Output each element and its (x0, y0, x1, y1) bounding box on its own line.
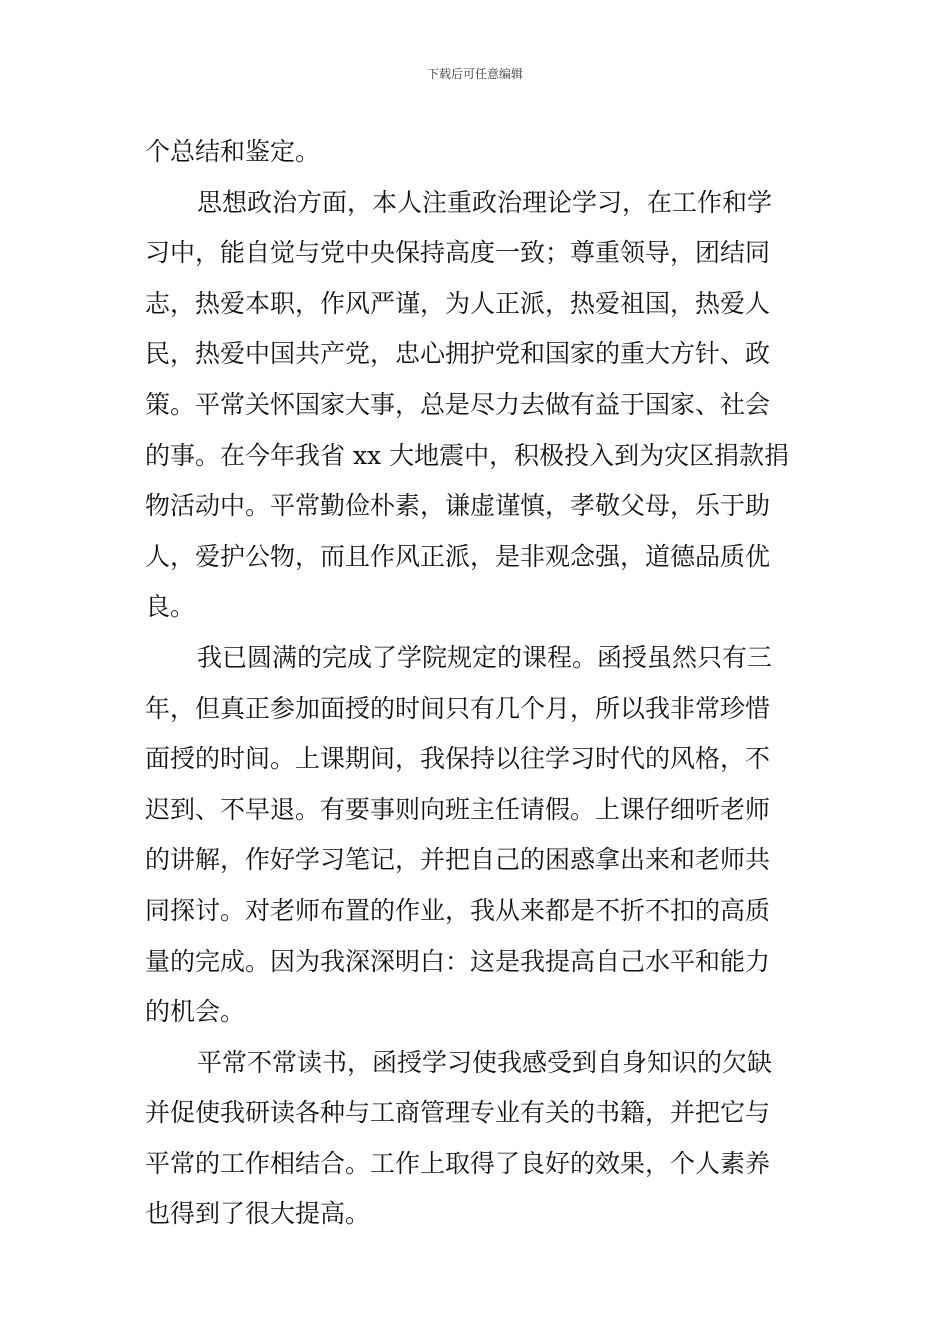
document-body (145, 129, 810, 1242)
paragraph-first-line: 思想政治方面，本人注重政治理论学习，在工作和学 (197, 187, 773, 217)
text-line: 个总结和鉴定。 (145, 137, 321, 166)
text-line: 量的完成。因为我深深明白：这是我提高自己水平和能力 (145, 946, 771, 976)
text-line: 良。 (145, 592, 196, 622)
text-line: 的讲解，作好学习笔记，并把自己的困惑拿出来和老师共 (145, 845, 771, 875)
text-line: 志，热爱本职，作风严谨，为人正派，热爱祖国，热爱人 (145, 288, 771, 318)
text-line: 的机会。 (145, 997, 246, 1027)
text-line: 年，但真正参加面授的时间只有几个月，所以我非常珍惜 (145, 693, 771, 723)
text-line: 物活动中。平常勤俭朴素，谦虚谨慎，孝敬父母，乐于助 (145, 491, 771, 521)
text-line: 面授的时间。上课期间，我保持以往学习时代的风格，不 (145, 744, 771, 774)
paragraph-first-line: 平常不常读书，函授学习使我感受到自身知识的欠缺 (197, 1047, 773, 1077)
text-line: 也得到了很大提高。 (145, 1199, 371, 1229)
text-line: 平常的工作相结合。工作上取得了良好的效果，个人素养 (145, 1148, 771, 1178)
text-line: 习中，能自觉与党中央保持高度一致；尊重领导，团结同 (145, 238, 771, 268)
text-line: 人，爱护公物，而且作风正派，是非观念强，道德品质优 (145, 541, 771, 571)
text-line: 的事。在今年我省 xx 大地震中，积极投入到为灾区捐款捐 (145, 440, 790, 470)
text-line: 民，热爱中国共产党，忠心拥护党和国家的重大方针、政 (145, 339, 771, 369)
text-line: 策。平常关怀国家大事，总是尽力去做有益于国家、社会 (145, 389, 771, 419)
text-line: 并促使我研读各种与工商管理专业有关的书籍，并把它与 (145, 1098, 771, 1128)
page-header: 下载后可任意编辑 (426, 67, 523, 81)
paragraph-first-line: 我已圆满的完成了学院规定的课程。函授虽然只有三 (197, 642, 773, 672)
text-line: 迟到、不早退。有要事则向班主任请假。上课仔细听老师 (145, 794, 771, 824)
text-line: 同探讨。对老师布置的作业，我从来都是不折不扣的高质 (145, 895, 771, 925)
